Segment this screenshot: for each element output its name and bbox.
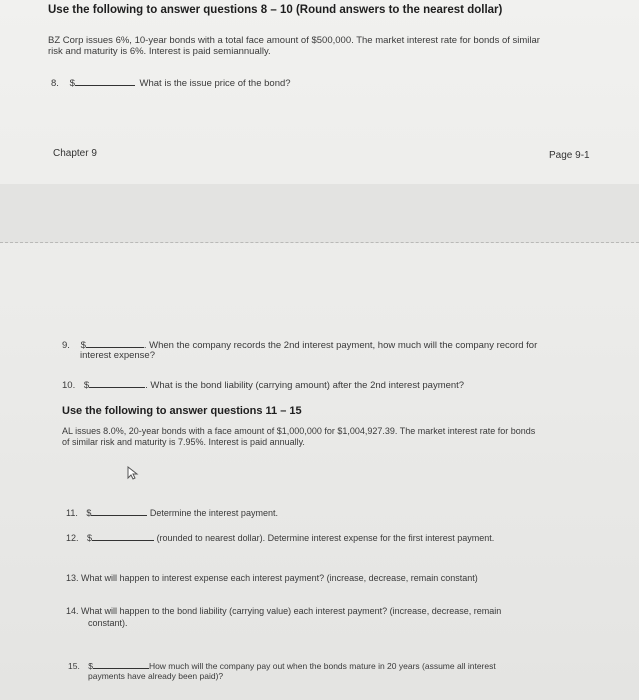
question-12-text: (rounded to nearest dollar). Determine interest expense for the first interest payment. [156,533,495,543]
question-10-text: . What is the bond liability (carrying amount) after the 2nd interest payment? [145,380,465,391]
question-9-dollar: $ [80,340,86,351]
section-heading-11-15: Use the following to answer questions 11 – 15 [62,405,302,417]
question-8-dollar: $ [69,78,75,89]
al-intro-line-1: AL issues 8.0%, 20-year bonds with a face amount of $1,000,000 for $1,004,927.39. The market interest rate for bonds [62,426,536,436]
question-11 [66,506,278,519]
question-11-answer-blank[interactable] [91,506,147,516]
question-12-answer-blank[interactable] [92,531,154,541]
question-15-text: How much will the company pay out when the bonds mature in 20 years (assume all interest [148,661,496,671]
question-12-number: 12. [66,533,79,543]
question-15-dollar: $ [88,661,93,671]
question-8-number: 8. [51,78,59,89]
question-12-dollar: $ [87,533,93,543]
bz-corp-intro-line-2: risk and maturity is 6%. Interest is paid semiannually. [48,46,271,57]
question-8 [51,76,291,89]
question-11-dollar: $ [86,508,92,518]
question-15-number: 15. [68,661,80,671]
chapter-label: Chapter 9 [53,148,97,159]
question-10-dollar: $ [83,380,90,391]
mouse-pointer-icon [127,466,139,480]
question-9-answer-blank[interactable] [86,338,144,348]
section-heading-8-10: Use the following to answer questions 8 – 10 (Round answers to the nearest dollar) [48,4,503,16]
question-15-answer-blank[interactable] [93,659,149,669]
question-15-text-line-2: payments have already been paid)? [88,671,224,681]
page-number: Page 9-1 [549,150,590,161]
al-intro-line-2: of similar risk and maturity is 7.95%. Interest is paid annually. [62,437,305,447]
question-8-text: What is the issue price of the bond? [139,78,291,89]
question-14-line-1: 14. What will happen to the bond liability (carrying value) each interest payment? (increase, decrease, remain [66,606,502,616]
question-9-text-line-2: interest expense? [80,350,155,361]
question-8-answer-blank[interactable] [75,76,135,86]
question-10-answer-blank[interactable] [89,378,145,388]
page-break [0,184,639,243]
question-11-text: Determine the interest payment. [149,508,278,518]
question-13: 13. What will happen to interest expense each interest payment? (increase, decrease, remain constant) [66,573,478,583]
question-10-number: 10. [62,380,76,391]
question-9-text: . When the company records the 2nd interest payment, how much will the company record for [143,340,538,351]
question-12 [66,531,494,544]
question-14-line-2: constant). [88,618,128,628]
question-10 [62,378,464,391]
question-9-number: 9. [62,340,70,351]
bz-corp-intro-line-1: BZ Corp issues 6%, 10-year bonds with a total face amount of $500,000. The market interest rate for bonds of similar [48,35,540,46]
question-11-number: 11. [66,508,78,518]
